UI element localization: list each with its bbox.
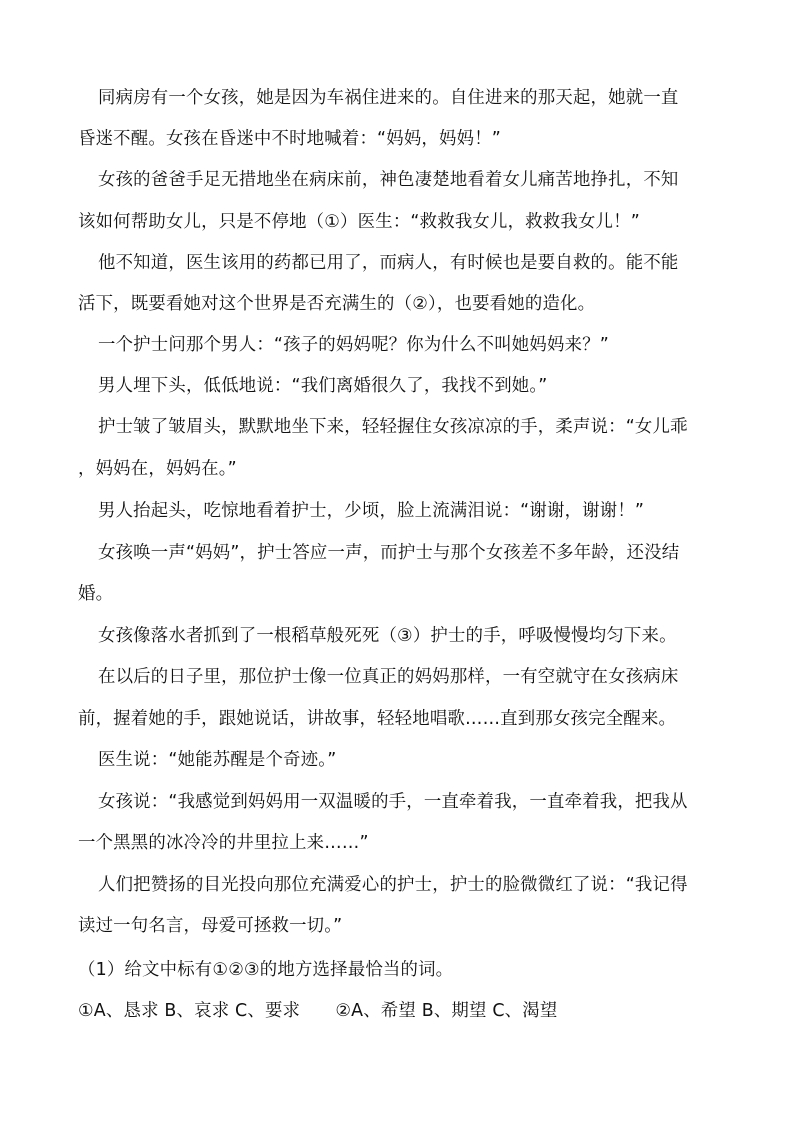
text-line: 男人抬起头，吃惊地看着护士，少顷，脸上流满泪说：“谢谢，谢谢！” (98, 501, 645, 521)
text-line: 昏迷不醒。女孩在昏迷中不时地喊着：“妈妈，妈妈！” (78, 129, 502, 149)
text-line: 前，握着她的手，跟她说话，讲故事，轻轻地唱歌……直到那女孩完全醒来。 (78, 709, 677, 729)
text-line: 医生说：“她能苏醒是个奇迹。” (98, 750, 337, 770)
text-line: 他不知道，医生该用的药都已用了，而病人，有时候也是要自救的。能不能 (98, 253, 679, 273)
text-line: 读过一句名言，母爱可拯救一切。” (78, 916, 343, 936)
text-line: 一个黑黑的冰冷冷的井里拉上来……” (78, 833, 369, 853)
text-line: 一个护士问那个男人：“孩子的妈妈呢？你为什么不叫她妈妈来？” (98, 335, 609, 355)
text-line: 女孩唤一声“妈妈”，护士答应一声，而护士与那个女孩差不多年龄，还没结 (98, 543, 680, 563)
text-line: 该如何帮助女儿，只是不停地（①）医生：“救救我女儿，救救我女儿！” (78, 212, 640, 232)
text-line: 人们把赞扬的目光投向那位充满爱心的护士，护士的脸微微红了说：“我记得 (98, 875, 688, 895)
text-line: ，妈妈在，妈妈在。” (78, 459, 237, 479)
text-line: 男人埋下头，低低地说：“我们离婚很久了，我找不到她。” (98, 376, 548, 396)
text-line: 活下，既要看她对这个世界是否充满生的（②），也要看她的造化。 (78, 294, 596, 314)
text-line: 护士皱了皱眉头，默默地坐下来，轻轻握住女孩凉凉的手，柔声说：“女儿乖 (98, 417, 688, 437)
answer-options-line: ①A、恳求 B、哀求 C、要求 ②A、希望 B、期望 C、渴望 (78, 1001, 558, 1021)
question-line: （1）给文中标有①②③的地方选择最恰当的词。 (78, 960, 454, 980)
text-line: 女孩像落水者抓到了一根稻草般死死（③）护士的手，呼吸慢慢均匀下来。 (98, 626, 677, 646)
text-line: 女孩的爸爸手足无措地坐在病床前，神色凄楚地看着女儿痛苦地挣扎，不知 (98, 170, 679, 190)
text-line: 在以后的日子里，那位护士像一位真正的妈妈那样，一有空就守在女孩病床 (98, 667, 679, 687)
text-line: 女孩说：“我感觉到妈妈用一双温暖的手，一直牵着我，一直牵着我，把我从 (98, 792, 688, 812)
text-line: 婚。 (78, 584, 114, 604)
text-line: 同病房有一个女孩，她是因为车祸住进来的。自住进来的那天起，她就一直 (98, 88, 679, 108)
